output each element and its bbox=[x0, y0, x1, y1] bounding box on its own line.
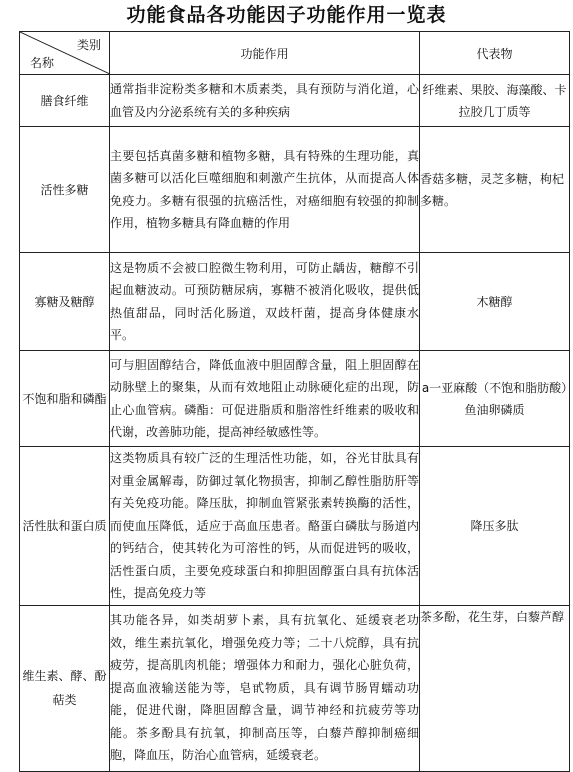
category-cell: 活性肽和蛋白质 bbox=[20, 447, 110, 606]
table-row bbox=[20, 351, 570, 447]
table-row bbox=[20, 75, 570, 127]
table-row bbox=[20, 253, 570, 351]
category-cell: 寡糖及糖醇 bbox=[20, 253, 110, 351]
effect-cell: 通常指非淀粉类多糖和木质素类，具有预防与消化道，心血管及内分泌系统有关的多种疾病 bbox=[110, 75, 420, 127]
header-category-label: 类别 bbox=[76, 38, 101, 52]
category-cell: 维生素、酵、酚萜类 bbox=[20, 605, 110, 771]
effect-cell: 可与胆固醇结合，降低血液中胆固醇含量，阻上胆固醇在动脉壁上的聚集，从而有效地阻止动脉硬化症的出现，防止心血管病。磷酯：可促进脂质和脂溶性纤维素的吸收和代谢，改善肺功能，提高神经敏感性等。 bbox=[110, 351, 420, 447]
category-cell: 膳食纤维 bbox=[20, 75, 110, 127]
effect-cell: 其功能各异，如类胡萝卜素，具有抗氧化、延缓衰老功效，维生素抗氧化，增强免疫力等；二十八烷醇，具有抗疲劳，提高肌肉机能；增强体力和耐力，强化心脏负荷，提高血液输送能为等，皂甙物质，具有调节肠胃蠕动功能，促进代谢，降胆固醇含量，调节神经和抗疲劳等功能。茶多酚具有抗氧，抑制高压等，白藜芦醇抑制癌细胞，降血压，防治心血管病，延缓衰老。 bbox=[110, 605, 420, 771]
page-title: 功能食品各功能因子功能作用一览表 bbox=[126, 4, 447, 26]
header-examples: 代表物 bbox=[420, 32, 570, 75]
table-row bbox=[20, 127, 570, 253]
header-row bbox=[20, 32, 570, 75]
header-name-label: 名称 bbox=[30, 56, 55, 70]
examples-cell: 香菇多糖，灵芝多糖，枸杞多糖。 bbox=[420, 127, 570, 253]
effect-cell: 这是物质不会被口腔微生物利用，可防止龋齿，糖醇不引起血糖波动。可预防糖尿病，寡糖不被消化吸收，提供低热值甜品，同时活化肠道，双歧杆菌，提高身体健康水平。 bbox=[110, 253, 420, 351]
category-cell: 活性多糖 bbox=[20, 127, 110, 253]
examples-cell: 茶多酚，花生芽，白藜芦醇 bbox=[420, 605, 570, 771]
examples-cell: 木糖醇 bbox=[420, 253, 570, 351]
effect-cell: 这类物质具有较广泛的生理活性功能，如，谷光甘肽具有对重金属解毒，防御过氧化物损害，抑制乙醇性脂肪肝等有关免疫功能。降压肽，抑制血管紧张素转换酶的活性，而使血压降低，适应于高血压患者。酪蛋白磷肽与肠道内的钙结合，使其转化为可溶性的钙，从而促进钙的吸收，活性蛋白质，主要免疫球蛋白和抑胆固醇蛋白具有抗体活性，提高免疫力等 bbox=[110, 447, 420, 606]
examples-cell: a一亚麻酸（不饱和脂肪酸）鱼油卵磷质 bbox=[420, 351, 570, 447]
category-cell: 不饱和脂和磷酯 bbox=[20, 351, 110, 447]
table-row bbox=[20, 447, 570, 606]
table-row bbox=[20, 605, 570, 771]
effect-cell: 主要包括真菌多糖和植物多糖，具有特殊的生理功能，真菌多糖可以活化巨噬细胞和刺激产生抗体，从而提高人体免疫力。多糖有很强的抗癌活性，对癌细胞有较强的抑制作用，植物多糖具有降血糖的作用 bbox=[110, 127, 420, 253]
header-effect: 功能作用 bbox=[110, 32, 420, 75]
function-table bbox=[19, 31, 570, 772]
examples-cell: 降压多肽 bbox=[420, 447, 570, 606]
diagonal-header-cell bbox=[20, 32, 110, 75]
examples-cell: 纤维素、果胶、海藻酸、卡拉胶几丁质等 bbox=[420, 75, 570, 127]
